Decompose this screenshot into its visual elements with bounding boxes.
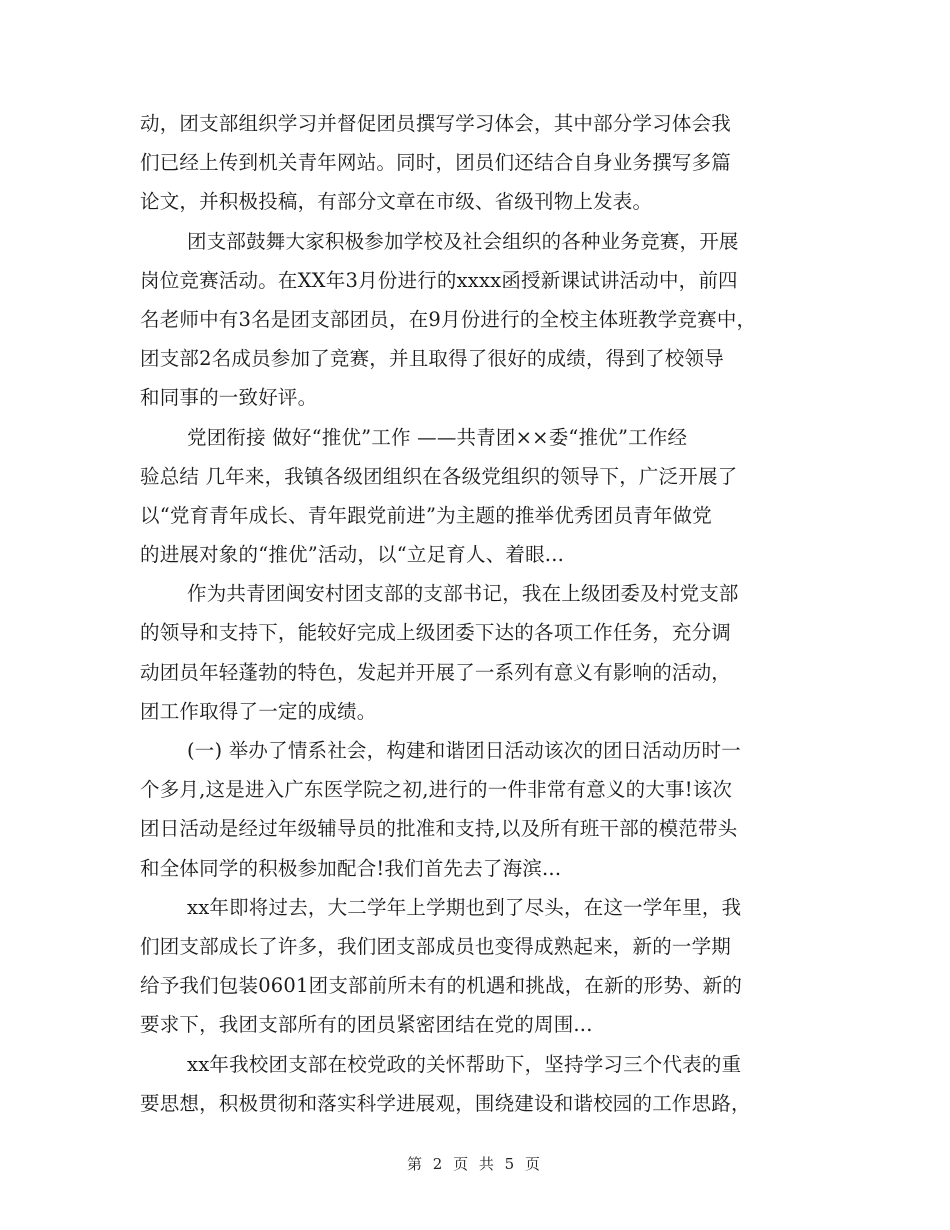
text-line: 以“党育青年成长、青年跟党前进”为主题的推举优秀团员青年做党 <box>140 503 712 527</box>
paragraph-4 <box>140 574 830 731</box>
text-line: 和同事的一致好评。 <box>140 386 318 410</box>
text-line: xx年即将过去，大二学年上学期也到了尽头，在这一学年里，我 <box>187 895 742 919</box>
text-line: 们已经上传到机关青年网站。同时，团员们还结合自身业务撰写多篇 <box>140 151 732 175</box>
text-line: 个多月,这是进入广东医学院之初,进行的一件非常有意义的大事!该次 <box>140 778 733 802</box>
paragraph-3 <box>140 418 830 575</box>
document-body <box>140 104 830 1123</box>
text-line: 团日活动是经过年级辅导员的批准和支持,以及所有班干部的模范带头 <box>140 817 738 841</box>
text-line: 团工作取得了一定的成绩。 <box>140 699 377 723</box>
text-line: 们团支部成长了许多，我们团支部成员也变得成熟起来，新的一学期 <box>140 934 732 958</box>
paragraph-2 <box>140 222 830 418</box>
text-line: 要求下，我团支部所有的团员紧密团结在党的周围... <box>140 1013 593 1037</box>
text-line: (一) 举办了情系社会，构建和谐团日活动该次的团日活动历时一 <box>187 739 741 762</box>
text-line: 名老师中有3名是团支部团员，在9月份进行的全校主体班教学竞赛中， <box>140 307 757 331</box>
text-line: 和全体同学的积极参加配合!我们首先去了海滨... <box>140 856 562 880</box>
paragraph-7 <box>140 1045 830 1123</box>
paragraph-1 <box>140 104 830 222</box>
text-line: 岗位竞赛活动。在XX年3月份进行的xxxx函授新课试讲活动中，前四 <box>140 268 738 292</box>
text-line: 动，团支部组织学习并督促团员撰写学习体会，其中部分学习体会我 <box>140 112 732 135</box>
page-number-footer: 第 2 页 共 5 页 <box>407 1155 543 1173</box>
paragraph-6 <box>140 888 830 1045</box>
text-line: 作为共青团闽安村团支部的支部书记，我在上级团委及村党支部 <box>187 582 739 606</box>
text-line: 的领导和支持下，能较好完成上级团委下达的各项工作任务，充分调 <box>140 621 732 645</box>
text-line: 动团员年轻蓬勃的特色，发起并开展了一系列有意义有影响的活动， <box>140 660 732 684</box>
text-line: 团支部鼓舞大家积极参加学校及社会组织的各种业务竞赛，开展 <box>187 229 739 253</box>
text-line: 团支部2名成员参加了竞赛，并且取得了很好的成绩，得到了校领导 <box>140 347 724 371</box>
text-line: 给予我们包装0601团支部前所未有的机遇和挑战，在新的形势、新的 <box>140 974 743 998</box>
text-line: 要思想，积极贯彻和落实科学进展观，围绕建设和谐校园的工作思路， <box>140 1091 751 1115</box>
text-line: xx年我校团支部在校党政的关怀帮助下，坚持学习三个代表的重 <box>187 1052 742 1076</box>
text-line: 的进展对象的“推优”活动，以“立足育人、着眼... <box>140 543 565 567</box>
text-line: 验总结 几年来，我镇各级团组织在各级党组织的领导下，广泛开展了 <box>140 464 738 488</box>
text-line: 论文，并积极投稿，有部分文章在市级、省级刊物上发表。 <box>140 190 653 214</box>
text-line: 党团衔接 做好“推优”工作 ——共青团××委“推优”工作经 <box>187 425 688 449</box>
paragraph-5 <box>140 731 830 888</box>
